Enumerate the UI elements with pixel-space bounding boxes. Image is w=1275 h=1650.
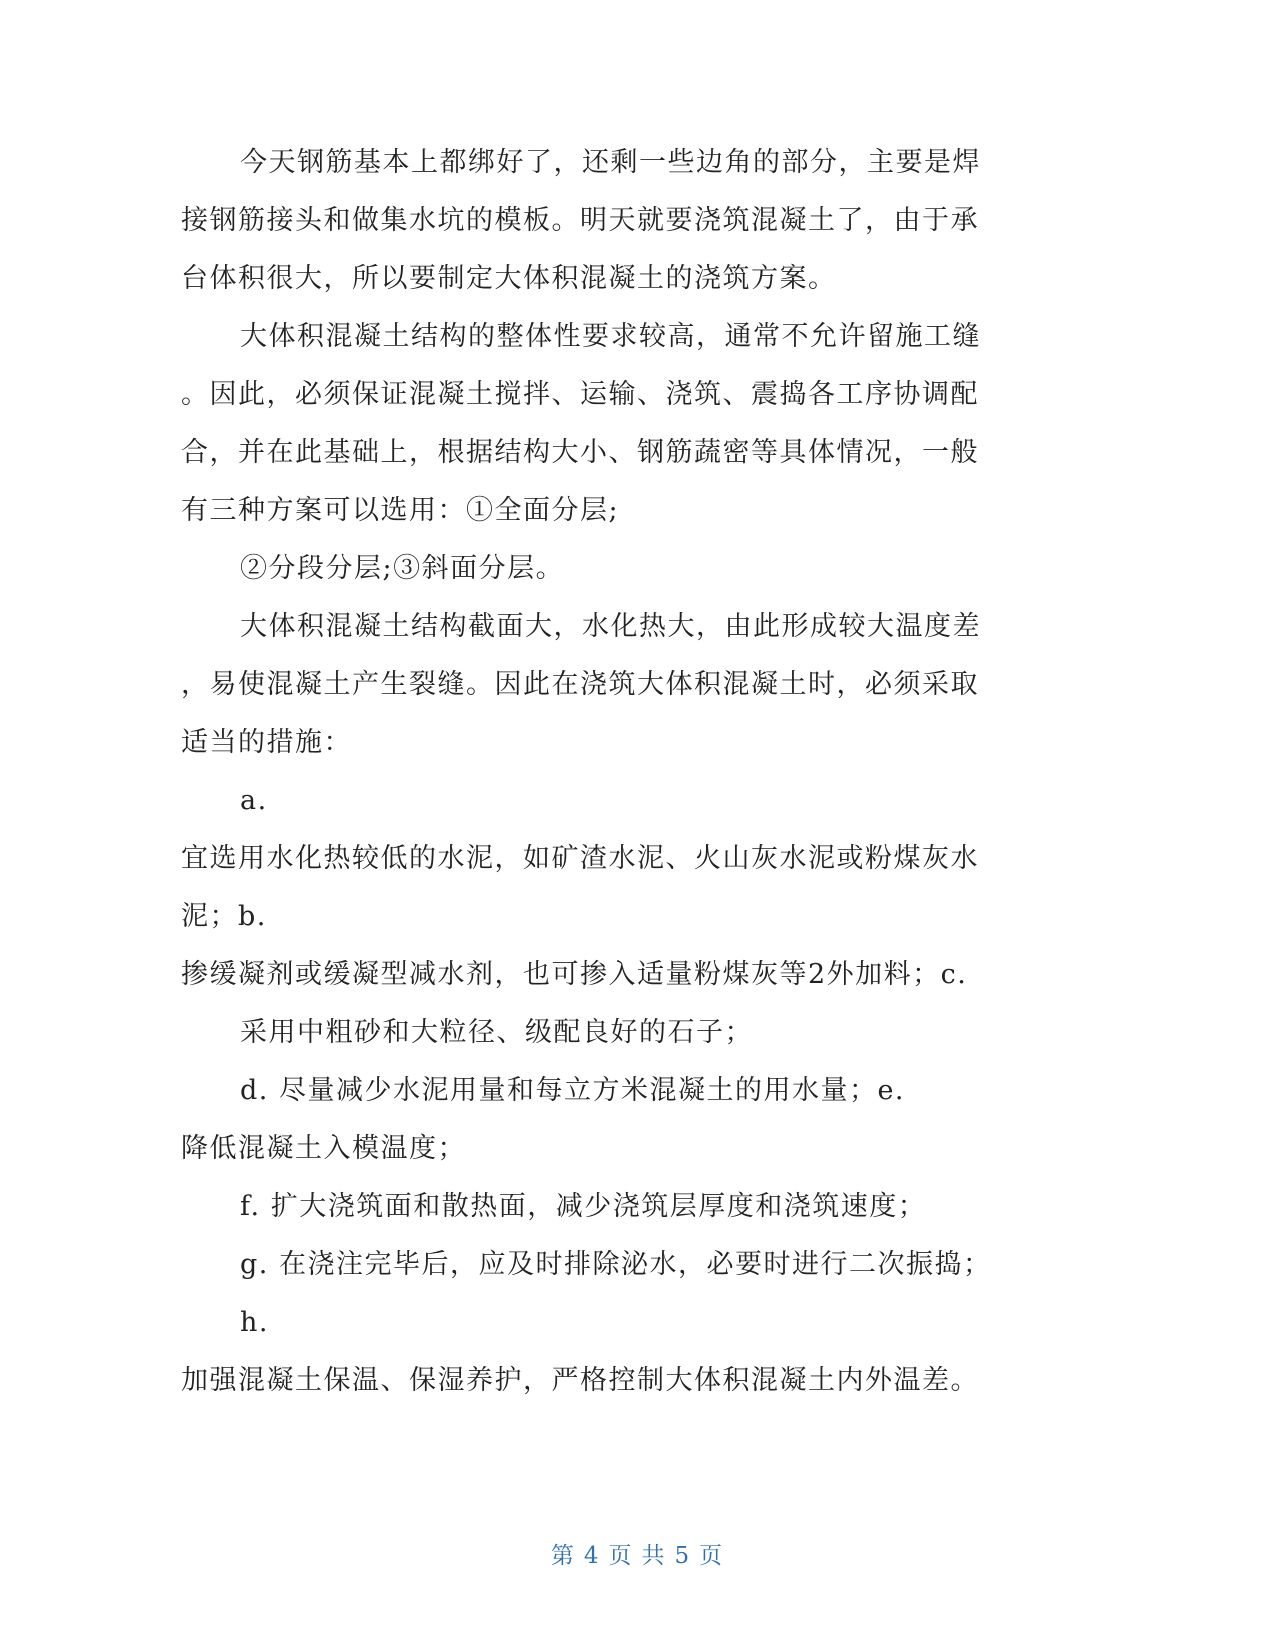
paragraph-line: 接钢筋接头和做集水坑的模板。明天就要浇筑混凝土了，由于承 [181,205,979,236]
paragraph-line: d. 尽量减少水泥用量和每立方米混凝土的用水量；e. [240,1075,906,1106]
footer-page-label: 第 [550,1543,576,1569]
paragraph-line: 降低混凝土入模温度； [181,1133,466,1164]
paragraph-line: 适当的措施： [181,727,352,758]
page-footer [0,1541,1275,1571]
paragraph-line: 台体积很大，所以要制定大体积混凝土的浇筑方案。 [181,263,837,294]
paragraph-line: 大体积混凝土结构的整体性要求较高，通常不允许留施工缝 [240,321,981,352]
paragraph-line: 采用中粗砂和大粒径、级配良好的石子； [240,1017,753,1048]
footer-total-pages: 5 [674,1543,692,1569]
paragraph-line: 泥；b. [181,901,267,932]
paragraph-line: 大体积混凝土结构截面大，水化热大，由此形成较大温度差 [240,611,981,642]
paragraph-line: f. 扩大浇筑面和散热面，减少浇筑层厚度和浇筑速度； [240,1191,927,1222]
list-marker: a. [240,785,268,816]
paragraph-line: ②分段分层;③斜面分层。 [240,553,565,584]
paragraph-line: 。因此，必须保证混凝土搅拌、运输、浇筑、震捣各工序协调配 [181,379,979,410]
paragraph-line: 加强混凝土保温、保湿养护，严格控制大体积混凝土内外温差。 [181,1365,979,1396]
footer-page-unit: 页 [608,1543,634,1569]
footer-current-page: 4 [583,1543,601,1569]
paragraph-line: 合，并在此基础上，根据结构大小、钢筋蔬密等具体情况，一般 [181,437,979,468]
paragraph-line: ，易使混凝土产生裂缝。因此在浇筑大体积混凝土时，必须采取 [181,669,979,700]
footer-total-unit: 页 [699,1543,725,1569]
paragraph-line: g. 在浇注完毕后，应及时排除泌水，必要时进行二次振捣； [240,1249,992,1280]
footer-total-label: 共 [641,1543,667,1569]
paragraph-line: 宜选用水化热较低的水泥，如矿渣水泥、火山灰水泥或粉煤灰水 [181,843,979,874]
list-marker: h. [240,1307,269,1338]
paragraph-line: 今天钢筋基本上都绑好了，还剩一些边角的部分，主要是焊 [240,147,981,178]
paragraph-line: 有三种方案可以选用：①全面分层; [181,495,620,526]
paragraph-line: 掺缓凝剂或缓凝型减水剂，也可掺入适量粉煤灰等2外加料；c. [181,959,968,990]
